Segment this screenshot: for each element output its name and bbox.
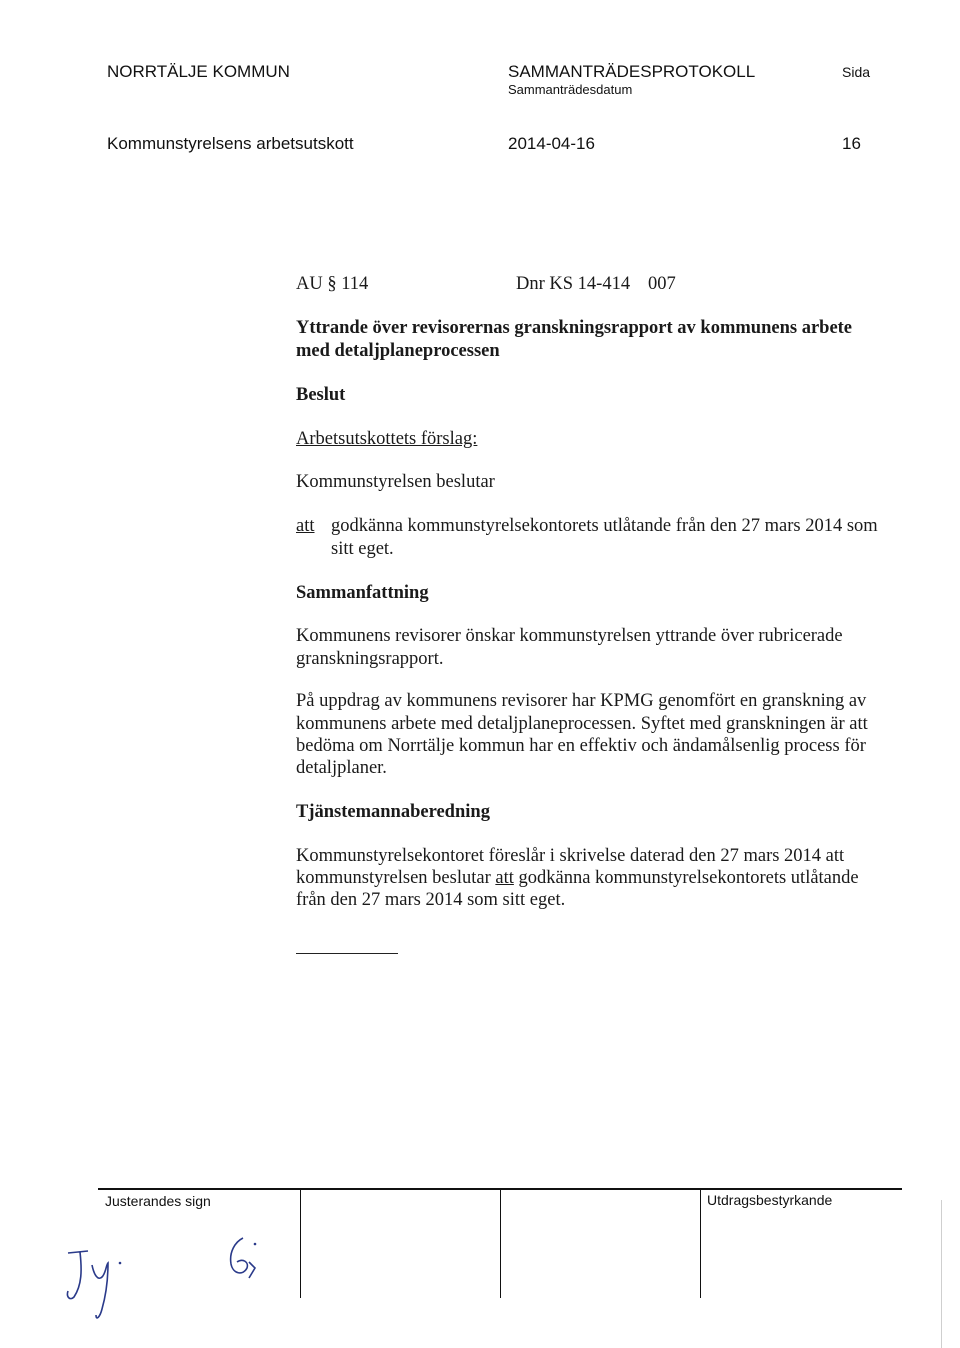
preparation-line2-start: kommunstyrelsen beslutar (296, 868, 496, 888)
summary-para2-line4: detaljplaner. (296, 758, 387, 778)
meeting-date-label: Sammanträdesdatum (508, 82, 633, 97)
diary-code: 007 (648, 274, 676, 294)
preparation-line3: från den 27 mars 2014 som sitt eget. (296, 890, 566, 910)
preparation-line2-end: godkänna kommunstyrelsekontorets utlåtande (513, 868, 859, 888)
document-type: SAMMANTRÄDESPROTOKOLL (508, 62, 756, 81)
end-separator (296, 953, 398, 954)
case-title-line-1: Yttrande över revisorernas granskningsrapport av kommunens arbete (296, 318, 853, 338)
justerandes-sign-label: Justerandes sign (105, 1193, 211, 1209)
preparation-line1: Kommunstyrelsekontoret föreslår i skrivelse daterad den 27 mars 2014 att (296, 846, 845, 866)
footer-divider-3 (700, 1190, 701, 1298)
summary-para1-line2: granskningsrapport. (296, 649, 444, 669)
tjanstemannaberedning-heading: Tjänstemannaberedning (296, 802, 490, 822)
decision-line-2: sitt eget. (331, 539, 394, 559)
proposal-label: Arbetsutskottets förslag: (296, 429, 478, 449)
decision-line-1: godkänna kommunstyrelsekontorets utlåtande från den 27 mars 2014 som (331, 516, 878, 536)
page-label: Sida (842, 64, 871, 80)
municipality-name: NORRTÄLJE KOMMUN (107, 62, 290, 81)
case-title-line-2: med detaljplaneprocessen (296, 341, 500, 361)
committee-name: Kommunstyrelsens arbetsutskott (107, 134, 354, 153)
summary-para2-line1: På uppdrag av kommunens revisorer har KPMG genomfört en granskning av (296, 691, 867, 711)
beslut-heading: Beslut (296, 385, 346, 405)
summary-para2-line3: bedöma om Norrtälje kommun har en effektiv och ändamålsenlig process för (296, 736, 866, 756)
footer-divider-2 (500, 1190, 501, 1298)
paragraph-number: AU § 114 (296, 274, 369, 294)
page-number: 16 (842, 134, 861, 153)
signature-initials-1 (60, 1225, 170, 1325)
meeting-date: 2014-04-16 (508, 134, 595, 153)
summary-para1-line1: Kommunens revisorer önskar kommunstyrelsen yttrande över rubricerade (296, 626, 843, 646)
sammanfattning-heading: Sammanfattning (296, 583, 429, 603)
utdragsbestyrkande-label: Utdragsbestyrkande (707, 1192, 833, 1208)
preparation-line2 (296, 867, 859, 889)
att-keyword: att (296, 516, 315, 536)
decision-intro: Kommunstyrelsen beslutar (296, 472, 495, 492)
summary-para2-line2: kommunens arbete med detaljplaneprocessen. Syftet med granskningen är att (296, 714, 868, 734)
diary-number: Dnr KS 14-414 (516, 274, 631, 294)
footer-divider-1 (300, 1190, 301, 1298)
scan-edge (941, 1200, 942, 1348)
signature-initials-2 (215, 1232, 275, 1292)
att-keyword: att (495, 868, 514, 888)
